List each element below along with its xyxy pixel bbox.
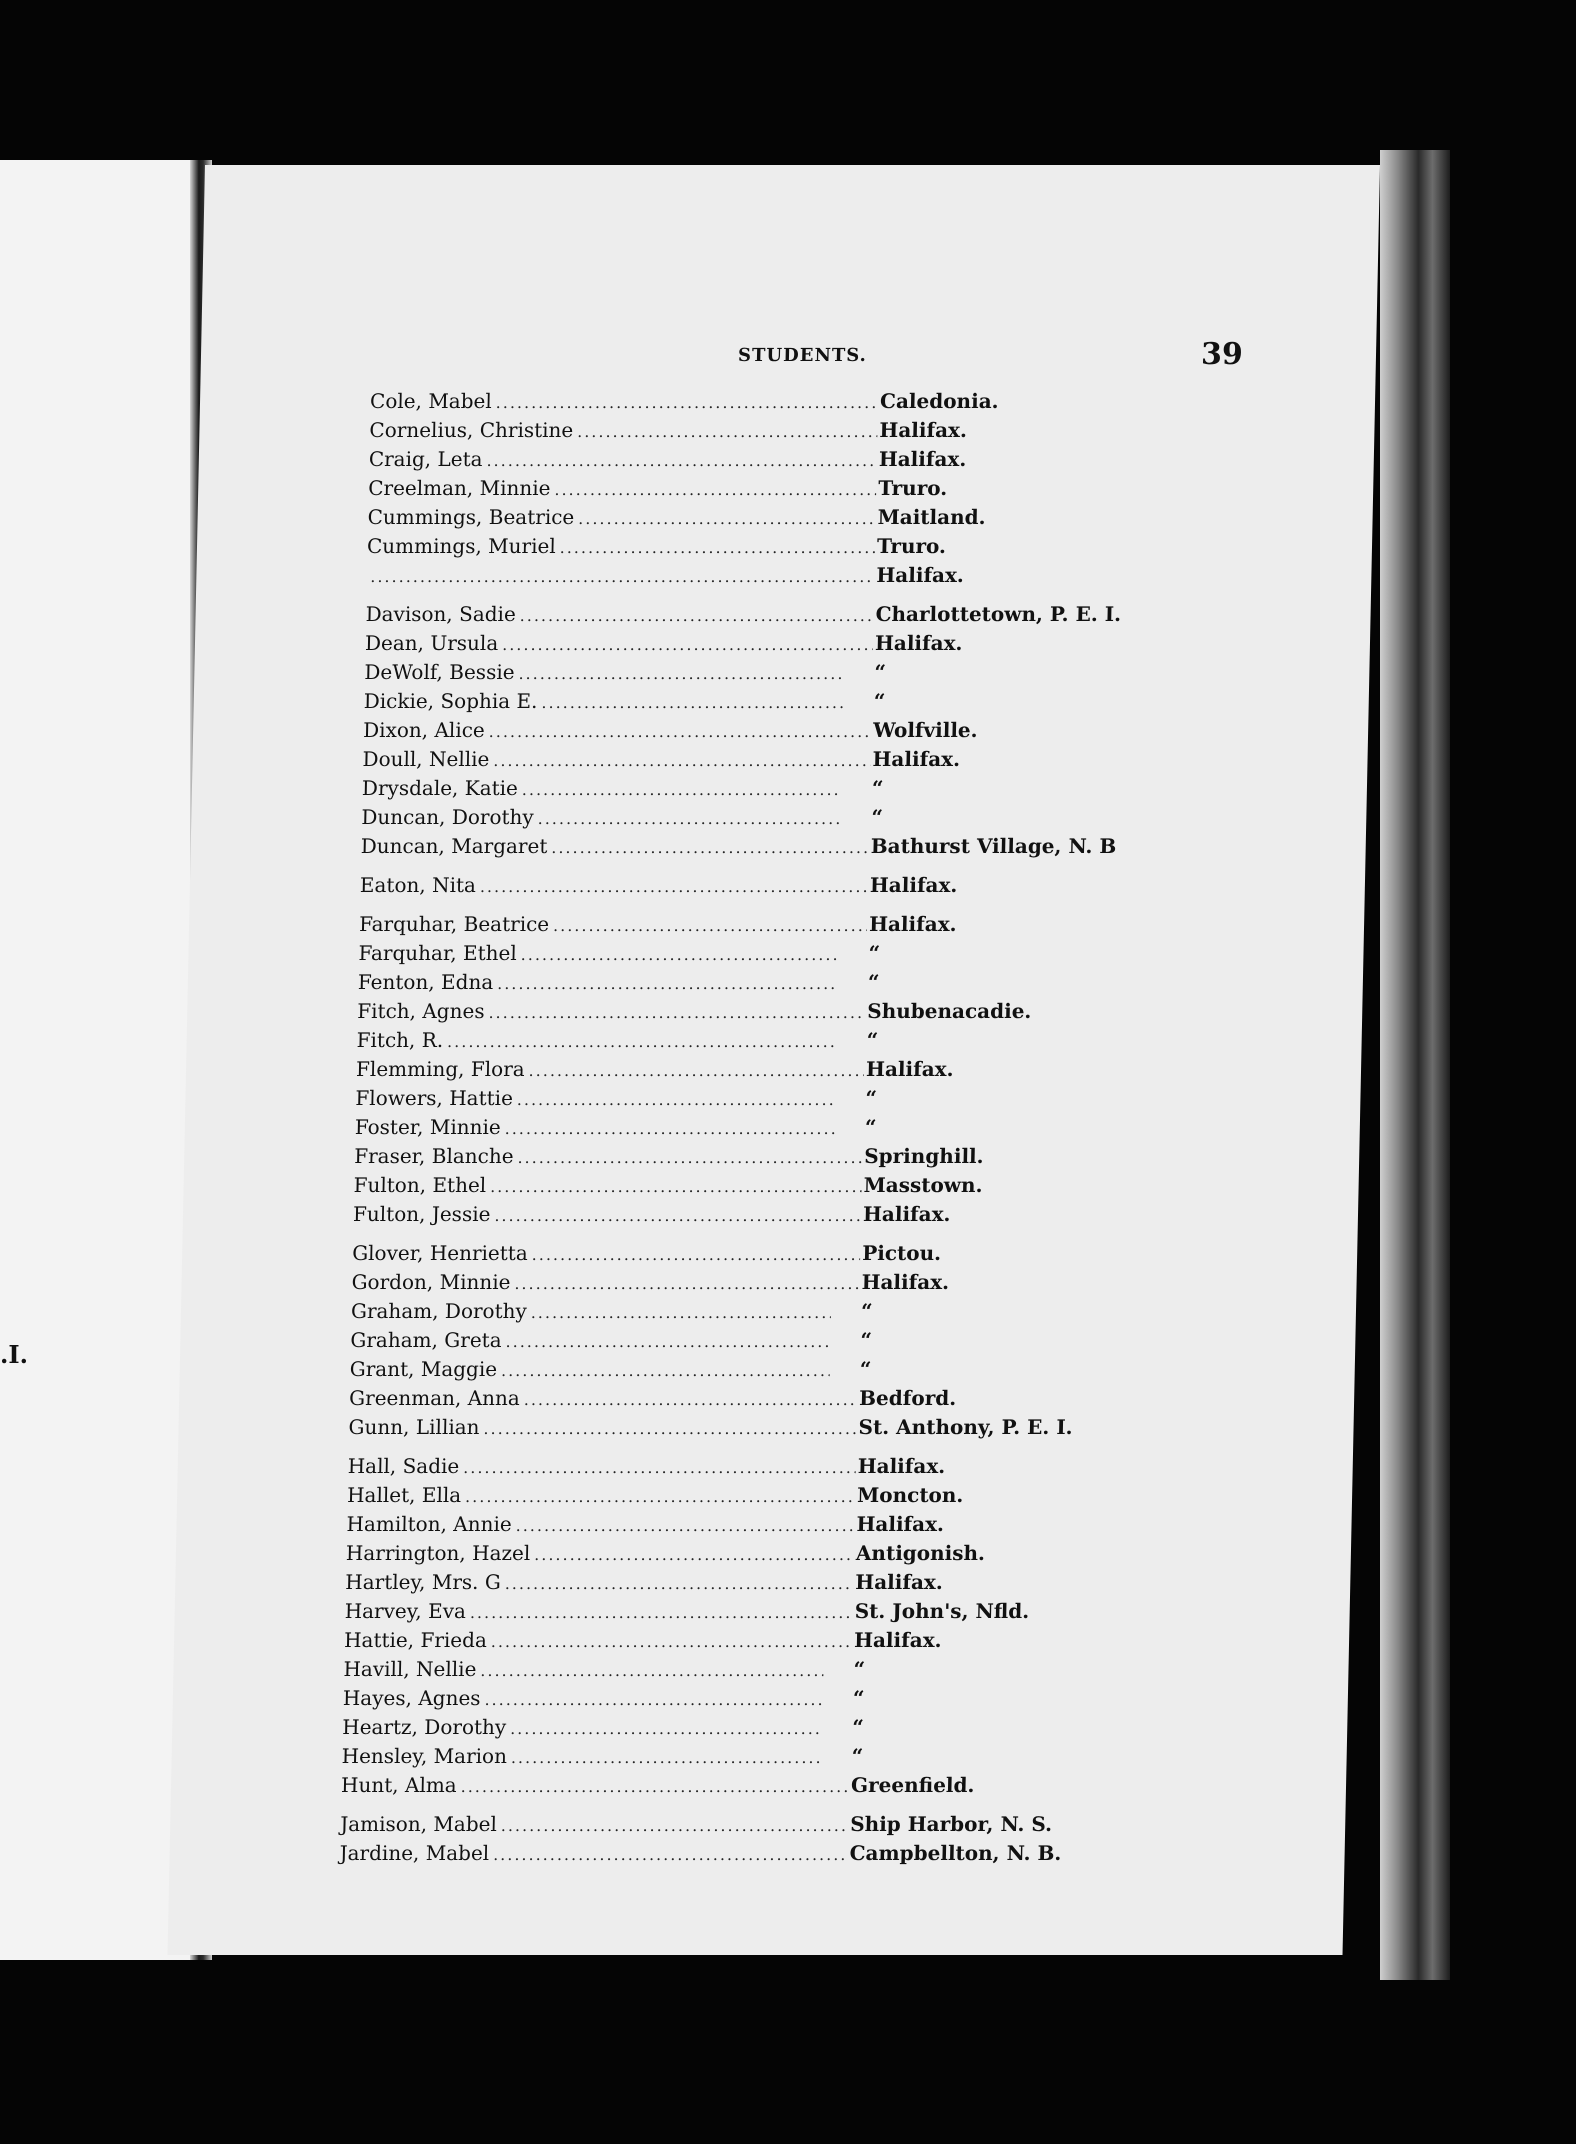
dot-leader xyxy=(541,688,844,717)
student-entry xyxy=(347,1481,1128,1510)
student-hometown: Halifax. xyxy=(865,1057,954,1081)
student-name: Flemming, Flora xyxy=(355,1057,525,1081)
student-hometown: “ xyxy=(859,1357,872,1381)
student-entry xyxy=(349,1384,1130,1413)
dot-leader xyxy=(495,388,878,417)
dot-leader xyxy=(480,1656,824,1685)
student-hometown: Ship Harbor, N. S. xyxy=(849,1812,1053,1836)
student-entry xyxy=(341,1771,1122,1800)
student-name: Heartz, Dorothy xyxy=(342,1715,507,1739)
student-hometown: Halifax. xyxy=(876,563,965,587)
student-entry xyxy=(339,1839,1120,1868)
student-entry xyxy=(349,1355,1130,1384)
student-hometown: Halifax. xyxy=(857,1454,946,1478)
student-hometown: Truro. xyxy=(876,534,947,558)
student-name: Dickie, Sophia E. xyxy=(363,689,538,713)
student-entry xyxy=(360,832,1141,861)
student-entry xyxy=(342,1713,1123,1742)
student-name: Cornelius, Christine xyxy=(369,418,574,442)
student-entry xyxy=(348,1413,1129,1442)
student-entry xyxy=(356,1026,1137,1055)
student-entry xyxy=(362,745,1143,774)
student-name: Davison, Sadie xyxy=(365,602,517,626)
dot-leader xyxy=(505,1569,854,1598)
student-name: Havill, Nellie xyxy=(343,1657,477,1681)
student-name: Greenman, Anna xyxy=(348,1386,521,1410)
dot-leader xyxy=(488,717,871,746)
student-name: Gordon, Minnie xyxy=(351,1270,511,1294)
student-name: Glover, Henrietta xyxy=(351,1241,529,1265)
dot-leader xyxy=(465,1482,856,1511)
student-name: Fraser, Blanche xyxy=(353,1144,514,1168)
student-entry xyxy=(343,1655,1124,1684)
student-hometown: “ xyxy=(866,1028,879,1052)
dot-leader xyxy=(480,872,869,901)
dot-leader xyxy=(517,1143,862,1172)
student-name: Harvey, Eva xyxy=(344,1599,467,1623)
student-entry xyxy=(363,716,1144,745)
student-name: Cummings, Muriel xyxy=(366,534,557,558)
student-name: Hallet, Ella xyxy=(346,1483,462,1507)
dot-leader xyxy=(501,1811,849,1840)
student-entry xyxy=(344,1597,1125,1626)
left-page xyxy=(0,160,195,1960)
student-hometown: Campbellton, N. B. xyxy=(849,1841,1062,1865)
page-content xyxy=(168,165,1380,1955)
dot-leader xyxy=(517,1085,836,1114)
dot-leader xyxy=(486,446,877,475)
dot-leader xyxy=(484,1685,823,1714)
student-entry xyxy=(365,629,1146,658)
student-name: Dixon, Alice xyxy=(362,718,486,742)
page-edges xyxy=(1380,150,1450,1980)
student-entry xyxy=(353,1171,1134,1200)
student-hometown: Halifax. xyxy=(856,1512,945,1536)
student-name: Hamilton, Annie xyxy=(346,1512,513,1536)
student-hometown: Masstown. xyxy=(863,1173,983,1197)
student-hometown: Greenfield. xyxy=(850,1773,975,1797)
student-name: Grant, Maggie xyxy=(349,1357,498,1381)
student-name: Drysdale, Katie xyxy=(361,776,519,800)
dot-leader xyxy=(524,1385,858,1414)
student-hometown: “ xyxy=(851,1744,864,1768)
dot-leader xyxy=(483,1414,857,1443)
dot-leader xyxy=(490,1172,862,1201)
student-hometown: Wolfville. xyxy=(872,718,978,742)
student-name: Fenton, Edna xyxy=(357,970,494,994)
student-name: Graham, Greta xyxy=(350,1328,502,1352)
student-hometown: “ xyxy=(867,970,880,994)
student-entry xyxy=(340,1810,1121,1839)
student-name: Gunn, Lillian xyxy=(348,1415,480,1439)
student-name: Farquhar, Ethel xyxy=(358,941,518,965)
student-hometown: “ xyxy=(871,776,884,800)
dot-leader xyxy=(504,1114,835,1143)
student-hometown: “ xyxy=(871,805,884,829)
student-entry xyxy=(367,532,1148,561)
student-hometown: Halifax. xyxy=(853,1628,942,1652)
student-hometown: Pictou. xyxy=(861,1241,942,1265)
student-name: Doull, Nellie xyxy=(362,747,490,771)
dot-leader xyxy=(520,940,838,969)
student-entry xyxy=(359,910,1140,939)
student-entry xyxy=(351,1268,1132,1297)
student-hometown: Halifax. xyxy=(872,747,961,771)
dot-leader xyxy=(501,1356,830,1385)
student-hometown: “ xyxy=(864,1115,877,1139)
student-entry xyxy=(367,503,1148,532)
student-hometown: Halifax. xyxy=(855,1570,944,1594)
student-name: Hensley, Marion xyxy=(341,1744,508,1768)
dot-leader xyxy=(447,1027,837,1056)
student-entry xyxy=(351,1297,1132,1326)
student-entry xyxy=(353,1200,1134,1229)
student-entry xyxy=(341,1742,1122,1771)
dot-leader xyxy=(522,775,843,804)
dot-leader xyxy=(463,1453,856,1482)
dot-leader xyxy=(502,630,873,659)
dot-leader xyxy=(488,998,865,1027)
student-name: Craig, Leta xyxy=(368,447,483,471)
student-entry xyxy=(345,1568,1126,1597)
student-hometown: Charlottetown, P. E. I. xyxy=(875,602,1122,626)
student-hometown: Halifax. xyxy=(861,1270,950,1294)
student-name: Hartley, Mrs. G xyxy=(345,1570,502,1594)
student-entry xyxy=(361,803,1142,832)
student-name: Hall, Sadie xyxy=(347,1454,460,1478)
dot-leader xyxy=(559,533,875,562)
student-name: Cole, Mabel xyxy=(369,389,493,413)
student-entry xyxy=(344,1626,1125,1655)
student-name: Harrington, Hazel xyxy=(345,1541,531,1565)
left-page-fragment: .I. xyxy=(0,1340,28,1369)
student-name: Fulton, Ethel xyxy=(353,1173,487,1197)
student-hometown: Halifax. xyxy=(868,912,957,936)
dot-leader xyxy=(534,1540,854,1569)
student-hometown: “ xyxy=(852,1686,865,1710)
student-name: Graham, Dorothy xyxy=(350,1299,528,1323)
student-entry xyxy=(350,1326,1131,1355)
dot-leader xyxy=(470,1598,853,1627)
student-entry xyxy=(356,1055,1137,1084)
dot-leader xyxy=(497,969,838,998)
student-entry xyxy=(366,561,1147,590)
dot-leader xyxy=(515,1511,854,1540)
student-hometown: Maitland. xyxy=(877,505,986,529)
dot-leader xyxy=(553,911,868,940)
student-hometown: Halifax. xyxy=(878,447,967,471)
student-hometown: Antigonish. xyxy=(855,1541,986,1565)
dot-leader xyxy=(491,1627,853,1656)
student-hometown: Bathurst Village, N. B xyxy=(870,834,1117,858)
student-hometown: “ xyxy=(852,1715,865,1739)
dot-leader xyxy=(577,417,878,446)
student-hometown: Shubenacadie. xyxy=(867,999,1032,1023)
page-number: 39 xyxy=(1200,337,1244,372)
student-hometown: “ xyxy=(865,1086,878,1110)
student-name: Hayes, Agnes xyxy=(342,1686,481,1710)
student-list xyxy=(339,387,1150,1868)
student-hometown: “ xyxy=(873,689,886,713)
student-name: Hattie, Frieda xyxy=(343,1628,488,1652)
student-hometown: Moncton. xyxy=(856,1483,964,1507)
running-header: STUDENTS. xyxy=(737,345,868,366)
student-name: Hunt, Alma xyxy=(340,1773,458,1797)
student-name: Jardine, Mabel xyxy=(339,1841,490,1865)
student-name: Fitch, R. xyxy=(356,1028,444,1052)
student-entry xyxy=(358,939,1139,968)
student-entry xyxy=(360,871,1141,900)
student-entry xyxy=(343,1684,1124,1713)
student-hometown: “ xyxy=(853,1657,866,1681)
dot-leader xyxy=(519,601,873,630)
dot-leader xyxy=(531,1298,832,1327)
student-name: Creelman, Minnie xyxy=(367,476,551,500)
student-hometown: Halifax. xyxy=(862,1202,951,1226)
student-hometown: Halifax. xyxy=(874,631,963,655)
student-name: Cummings, Beatrice xyxy=(367,505,575,529)
student-entry xyxy=(364,658,1145,687)
student-name: Duncan, Dorothy xyxy=(361,805,535,829)
student-entry xyxy=(370,387,1151,416)
student-hometown: Truro. xyxy=(877,476,948,500)
dot-leader xyxy=(551,833,869,862)
dot-leader xyxy=(528,1056,864,1085)
student-entry xyxy=(352,1239,1133,1268)
student-hometown: Bedford. xyxy=(858,1386,957,1410)
student-name: Farquhar, Beatrice xyxy=(358,912,550,936)
student-entry xyxy=(347,1452,1128,1481)
student-name: Foster, Minnie xyxy=(354,1115,502,1139)
dot-leader xyxy=(531,1240,860,1269)
student-hometown: Springhill. xyxy=(863,1144,984,1168)
dot-leader xyxy=(505,1327,830,1356)
student-entry xyxy=(365,600,1146,629)
student-name: Duncan, Margaret xyxy=(360,834,548,858)
dot-leader xyxy=(493,746,871,775)
student-name: Flowers, Hattie xyxy=(355,1086,514,1110)
dot-leader xyxy=(510,1714,823,1743)
student-hometown: “ xyxy=(868,941,881,965)
student-name: Jamison, Mabel xyxy=(339,1812,498,1836)
student-entry xyxy=(346,1510,1127,1539)
student-hometown: St. John's, Nfld. xyxy=(854,1599,1030,1623)
dot-leader xyxy=(514,1269,860,1298)
student-name: Dean, Ursula xyxy=(364,631,499,655)
student-name: DeWolf, Bessie xyxy=(364,660,515,684)
right-page xyxy=(168,165,1380,1955)
student-entry xyxy=(355,1113,1136,1142)
student-hometown: “ xyxy=(860,1328,873,1352)
dot-leader xyxy=(578,504,876,533)
student-hometown: Caledonia. xyxy=(879,389,999,413)
student-entry xyxy=(363,687,1144,716)
dot-leader xyxy=(518,659,844,688)
dot-leader xyxy=(493,1840,848,1869)
student-name: Fulton, Jessie xyxy=(352,1202,491,1226)
dot-leader xyxy=(494,1201,861,1230)
student-entry xyxy=(355,1084,1136,1113)
student-hometown: “ xyxy=(874,660,887,684)
student-name: Eaton, Nita xyxy=(359,873,477,897)
student-entry xyxy=(354,1142,1135,1171)
student-entry xyxy=(368,474,1149,503)
dot-leader xyxy=(537,804,841,833)
student-entry xyxy=(369,445,1150,474)
student-entry xyxy=(346,1539,1127,1568)
student-hometown: St. Anthony, P. E. I. xyxy=(858,1415,1073,1439)
dot-leader xyxy=(460,1772,849,1801)
dot-leader xyxy=(554,475,876,504)
dot-leader xyxy=(370,562,875,591)
student-hometown: “ xyxy=(860,1299,873,1323)
student-name: Fitch, Agnes xyxy=(357,999,485,1023)
student-entry xyxy=(362,774,1143,803)
student-entry xyxy=(358,968,1139,997)
student-hometown: Halifax. xyxy=(879,418,968,442)
student-entry xyxy=(357,997,1138,1026)
student-hometown: Halifax. xyxy=(869,873,958,897)
dot-leader xyxy=(511,1743,822,1772)
student-entry xyxy=(369,416,1150,445)
